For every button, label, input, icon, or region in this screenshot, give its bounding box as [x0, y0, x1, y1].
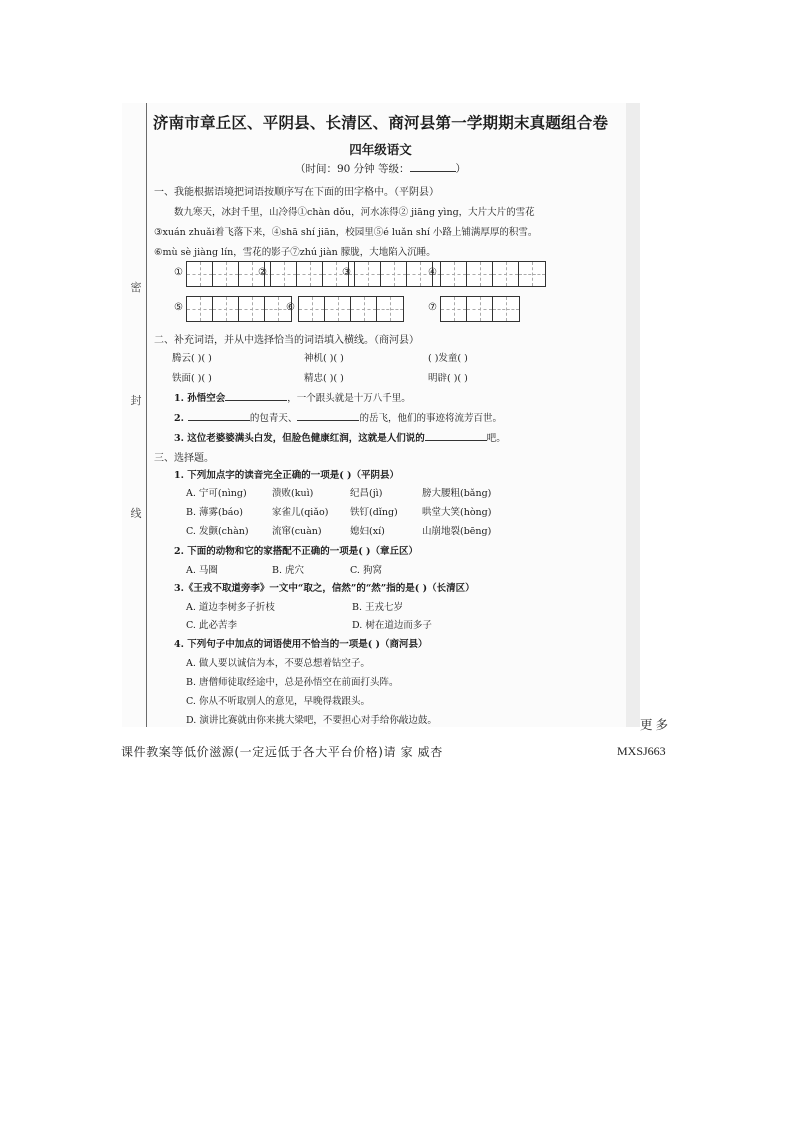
scan-edge [626, 103, 640, 727]
fill-question-1 [174, 390, 411, 404]
idiom-jingzhong: 精忠( )( ) [304, 373, 344, 384]
footer-more: 更多 [640, 717, 672, 732]
choice-q2: 2. 下面的动物和它的家搭配不正确的一项是( )（章丘区） [174, 546, 419, 557]
q3-opt-a: A. 道边李树多子折枝 [186, 602, 275, 613]
q1-opt-c-1: C. 发颤(chàn) [186, 526, 249, 537]
grid-num-6: ⑥ [286, 302, 295, 313]
grid-num-1: ① [174, 267, 183, 278]
footer-promo: 课件教案等低价滋源(一定远低于各大平台价格)请 家 威杏 [121, 745, 443, 759]
fill-q1-blank [225, 390, 287, 401]
exam-title: 济南市章丘区、平阴县、长清区、商河县第一学期期末真题组合卷 [152, 113, 609, 132]
fill-q2-blank-1 [188, 410, 250, 421]
choice-q4: 4. 下列句子中加点的词语使用不恰当的一项是( )（商河县） [174, 639, 428, 650]
section1-para-line3: ⑥mù sè jiàng lín，雪花的影子⑦zhú jiàn 朦胧，大地陷入沉睡。 [154, 247, 436, 258]
q3-opt-c: C. 此必苦李 [186, 620, 237, 631]
q1-opt-a-3: 纪昌(jì) [350, 488, 383, 499]
binding-char-mi: 密 [130, 281, 142, 294]
q2-opt-b: B. 虎穴 [272, 565, 305, 576]
q4-opt-c: C. 你从不听取别人的意见，早晚得栽跟头。 [186, 696, 370, 707]
footer-code: MXSJ663 [617, 744, 666, 758]
fill-q3-blank [425, 430, 487, 441]
binding-line [146, 103, 147, 727]
fill-q2-blank-2 [297, 410, 359, 421]
q1-opt-c-4: 山崩地裂(bēng) [422, 526, 492, 537]
section3-heading: 三、选择题。 [154, 453, 214, 464]
grid-num-2: ② [258, 267, 267, 278]
grade-blank [410, 161, 456, 172]
q1-opt-b-3: 铁钉(dǐng) [350, 507, 398, 518]
fill-q1-text-b: ，一个跟头就是十万八千里。 [287, 393, 411, 404]
time-label: （时间：90 分钟 等级： [294, 163, 410, 175]
exam-subtitle: 四年级语文 [349, 142, 412, 157]
q1-opt-a-1: A. 宁可(nìng) [186, 488, 247, 499]
grid-num-3: ③ [342, 267, 351, 278]
grid-4 [440, 261, 546, 287]
idiom-mingbi: 明辟( )( ) [428, 373, 468, 384]
fill-q3-text-b: 吧。 [486, 433, 506, 444]
fill-question-2 [174, 410, 502, 424]
q2-opt-a: A. 马圈 [186, 565, 218, 576]
fill-q2-num: 2. [174, 413, 184, 424]
fill-q2-text-b: 的包青天、 [249, 413, 298, 424]
section1-heading: 一、我能根据语境把词语按顺序写在下面的田字格中。（平阴县） [154, 187, 439, 198]
time-close: ） [455, 163, 467, 175]
q2-opt-c: C. 狗窝 [350, 565, 382, 576]
q4-opt-b: B. 唐僧师徒取经途中，总是孙悟空在前面打头阵。 [186, 677, 399, 688]
grid-num-7: ⑦ [428, 302, 437, 313]
q1-opt-b-1: B. 薄雾(báo) [186, 507, 243, 518]
q3-opt-b: B. 王戎七岁 [352, 602, 404, 613]
grid-num-4: ④ [428, 267, 437, 278]
idiom-tiemian: 铁面( )( ) [172, 373, 212, 384]
q1-opt-c-3: 媳妇(xí) [350, 526, 385, 537]
choice-q3: 3.《王戎不取道旁李》一文中“取之，信然”的“然”指的是( )（长清区） [174, 583, 475, 594]
q4-opt-d: D. 演讲比赛就由你来挑大梁吧，不要担心对手给你敲边鼓。 [186, 715, 437, 726]
q1-opt-c-2: 流窜(cuàn) [272, 526, 322, 537]
binding-char-feng: 封 [130, 394, 142, 407]
q1-opt-b-4: 哄堂大笑(hòng) [422, 507, 492, 518]
q1-opt-b-2: 家雀儿(qiǎo) [272, 507, 329, 518]
time-grade-line [122, 161, 639, 176]
grid-6 [298, 296, 404, 322]
idiom-shenji: 神机( )( ) [304, 353, 344, 364]
fill-question-3 [174, 430, 506, 444]
binding-char-xian: 线 [130, 507, 142, 520]
grid-num-5: ⑤ [174, 302, 183, 313]
fill-q1-text-a: 1. 孙悟空会 [174, 393, 226, 404]
idiom-tengyun: 腾云( )( ) [172, 353, 212, 364]
q1-opt-a-2: 溃败(kuì) [272, 488, 314, 499]
fill-q3-text-a: 3. 这位老婆婆满头白发，但脸色健康红润，这就是人们说的 [174, 433, 425, 444]
grid-row-2 [122, 296, 639, 320]
q1-opt-a-4: 膀大腰粗(bǎng) [422, 488, 492, 499]
section1-para-line1: 数九寒天，冰封千里，山冷得①chàn dǒu，河水冻得② jiāng yìng，大片大片的雪花 [174, 207, 535, 218]
idiom-fatong: ( )发童( ) [428, 353, 468, 364]
q3-opt-d: D. 树在道边而多子 [352, 620, 432, 631]
exam-scan [122, 103, 639, 727]
choice-q1: 1. 下列加点字的读音完全正确的一项是( )（平阴县） [174, 470, 400, 481]
fill-q2-text-c: 的岳飞，他们的事迹将流芳百世。 [359, 413, 502, 424]
grid-5 [186, 296, 292, 322]
q4-opt-a: A. 做人要以诚信为本，不要总想着钻空子。 [186, 658, 370, 669]
section1-para-line2: ③xuán zhuǎi着飞落下来，④shā shí jiān，校园里⑤é luǎn shí 小路上铺满厚厚的积雪。 [154, 227, 538, 238]
grid-7 [440, 296, 520, 322]
section2-heading: 二、补充词语，并从中选择恰当的词语填入横线。（商河县） [154, 335, 419, 346]
grid-row-1 [122, 261, 639, 285]
